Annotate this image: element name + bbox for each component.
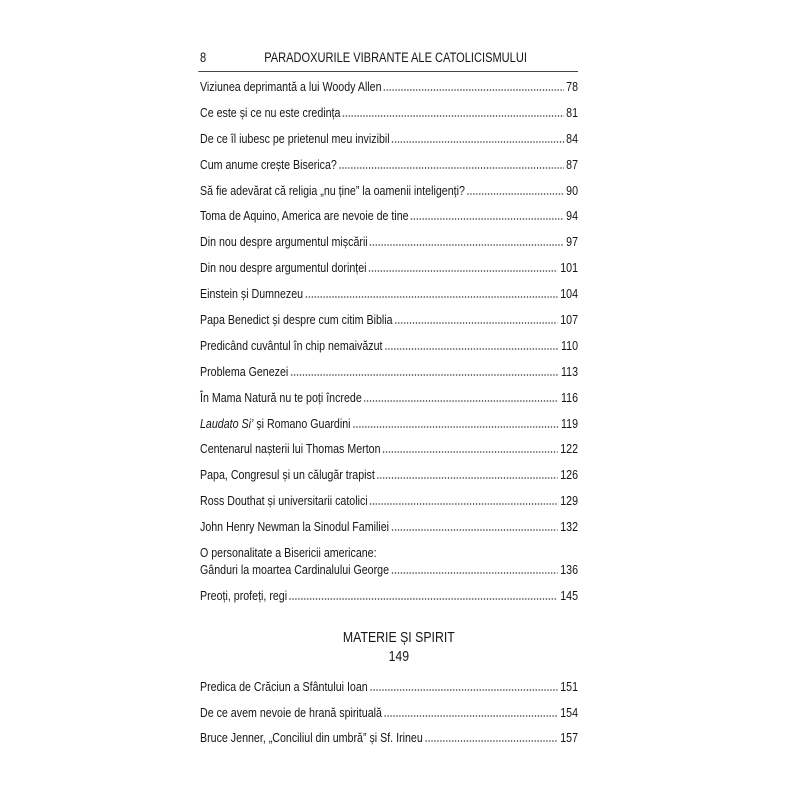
- toc-entry-page: 94: [566, 208, 579, 224]
- toc-entry: [200, 259, 578, 276]
- toc-entry-title: Predicând cuvântul în chip nemaivăzut: [200, 337, 383, 353]
- dot-leader: [339, 156, 564, 173]
- dot-leader: [369, 678, 557, 695]
- dot-leader: [369, 492, 557, 509]
- book-page: [200, 0, 578, 800]
- toc-entry: [200, 587, 578, 604]
- section-heading: MATERIE ȘI SPIRIT: [342, 628, 455, 646]
- toc-entry-title: De ce îl iubesc pe prietenul meu invizibil: [200, 130, 390, 146]
- toc-entry-title-italic: Laudato Si’: [200, 415, 254, 431]
- toc-entry-page: 104: [560, 286, 579, 302]
- toc-entry: [200, 518, 578, 535]
- dot-leader: [352, 415, 558, 432]
- toc-entry-title: Toma de Aquino, America are nevoie de tine: [200, 208, 409, 224]
- toc-entry-page: 84: [566, 130, 579, 146]
- running-header: [200, 49, 578, 67]
- toc-entry-title: Centenarul nașterii lui Thomas Merton: [200, 441, 381, 457]
- dot-leader: [394, 311, 558, 328]
- toc-entry-title-line1: O personalitate a Bisericii americane:: [200, 545, 377, 561]
- toc-entry-title-rest: și Romano Guardini: [253, 415, 351, 431]
- toc-entry: [200, 729, 578, 746]
- toc-entry-title: În Mama Natură nu te poți încrede: [200, 389, 362, 405]
- toc-entry: [200, 78, 578, 95]
- page-number: 8: [200, 50, 207, 65]
- dot-leader: [305, 285, 558, 302]
- running-title: PARADOXURILE VIBRANTE ALE CATOLICISMULUI: [264, 50, 527, 65]
- toc-entry-title: Să fie adevărat că religia „nu ține” la oamenii inteligenți?: [200, 182, 465, 198]
- toc-entry: [200, 311, 578, 328]
- toc-entry-title: Papa Benedict și despre cum citim Biblia: [200, 312, 393, 328]
- toc-entry-title: De ce avem nevoie de hrană spirituală: [200, 704, 382, 720]
- dot-leader: [383, 78, 564, 95]
- toc-entry-title: Bruce Jenner, „Conciliul din umbră” și Sf. Irineu: [200, 730, 423, 745]
- toc-entry: [200, 415, 578, 432]
- toc-entry-title: Ce este și ce nu este credința: [200, 104, 341, 120]
- toc-entry-title: John Henry Newman la Sinodul Familiei: [200, 519, 390, 535]
- dot-leader: [342, 104, 564, 121]
- toc-entry: [200, 466, 578, 483]
- section-page-number: 149: [388, 647, 410, 665]
- toc-entry-page: 132: [560, 519, 579, 535]
- toc-entry-last-line: [200, 561, 578, 578]
- toc-entry: [200, 207, 578, 224]
- toc-entry-title: Din nou despre argumentul mișcării: [200, 234, 368, 250]
- toc-entry: [200, 337, 578, 354]
- toc-entry: [200, 389, 578, 406]
- toc-entry-title: [200, 415, 351, 432]
- toc-entry-page: 136: [560, 562, 579, 578]
- toc-entry: [200, 233, 578, 250]
- dot-leader: [382, 440, 558, 457]
- dot-leader: [467, 182, 564, 199]
- dot-leader: [363, 389, 558, 406]
- toc-entry-page: 97: [566, 234, 579, 250]
- toc-entry-page: 107: [560, 312, 579, 328]
- dot-leader: [290, 363, 559, 380]
- toc-entry-page: 119: [561, 415, 579, 431]
- dot-leader: [384, 337, 558, 354]
- toc-entry-page: 113: [561, 363, 579, 379]
- toc-entry-page: 145: [560, 587, 579, 603]
- toc-entry-page: 154: [560, 704, 579, 720]
- dot-leader: [391, 518, 558, 535]
- dot-leader: [384, 704, 558, 721]
- toc-entry-page: 81: [566, 104, 579, 120]
- toc-entry-title: Problema Genezei: [200, 363, 289, 379]
- toc-entry-page: 101: [560, 260, 579, 276]
- dot-leader: [289, 587, 558, 604]
- toc-entry-page: 122: [560, 441, 579, 457]
- toc-entry-page: 129: [560, 493, 579, 509]
- toc-entry: [200, 544, 578, 578]
- toc-entry-page: 110: [561, 337, 579, 353]
- toc-entry: [200, 704, 578, 721]
- dot-leader: [410, 207, 563, 224]
- toc-entry-page: 116: [561, 389, 579, 405]
- toc-entry-page: 87: [566, 156, 579, 172]
- toc-entry-page: 151: [560, 679, 579, 694]
- toc-entry-title: Papa, Congresul și un călugăr trapist: [200, 467, 375, 483]
- toc-entry-title: Predica de Crăciun a Sfântului Ioan: [200, 679, 368, 694]
- toc-entry-title: Preoți, profeți, regi: [200, 587, 288, 603]
- toc-entry-title: Einstein și Dumnezeu: [200, 286, 304, 302]
- toc-entry-title: Cum anume crește Biserica?: [200, 156, 337, 172]
- toc-entry-page: 126: [560, 467, 579, 483]
- header-rule: [198, 71, 578, 72]
- toc-entry-page: 90: [566, 182, 579, 198]
- table-of-contents: [200, 78, 578, 613]
- toc-entry: [200, 182, 578, 199]
- dot-leader: [424, 729, 557, 746]
- toc-entry: [200, 130, 578, 147]
- toc-entry: [200, 440, 578, 457]
- toc-entry-title: Gânduri la moartea Cardinalului George: [200, 562, 390, 578]
- dot-leader: [391, 130, 563, 147]
- toc-entry-page: 78: [566, 79, 579, 94]
- toc-entry: [200, 104, 578, 121]
- dot-leader: [369, 233, 563, 250]
- toc-entry-title: Ross Douthat și universitarii catolici: [200, 493, 368, 509]
- toc-entry-page: 157: [560, 730, 579, 745]
- toc-entry: [200, 678, 578, 695]
- toc-entry: [200, 492, 578, 509]
- toc-entry: [200, 285, 578, 302]
- section-table-of-contents: [200, 678, 578, 755]
- toc-entry: [200, 156, 578, 173]
- toc-entry-title: Din nou despre argumentul dorinței: [200, 260, 367, 276]
- dot-leader: [391, 561, 558, 578]
- dot-leader: [368, 259, 558, 276]
- toc-entry-title: Viziunea deprimantă a lui Woody Allen: [200, 79, 382, 94]
- toc-entry: [200, 363, 578, 380]
- dot-leader: [376, 466, 557, 483]
